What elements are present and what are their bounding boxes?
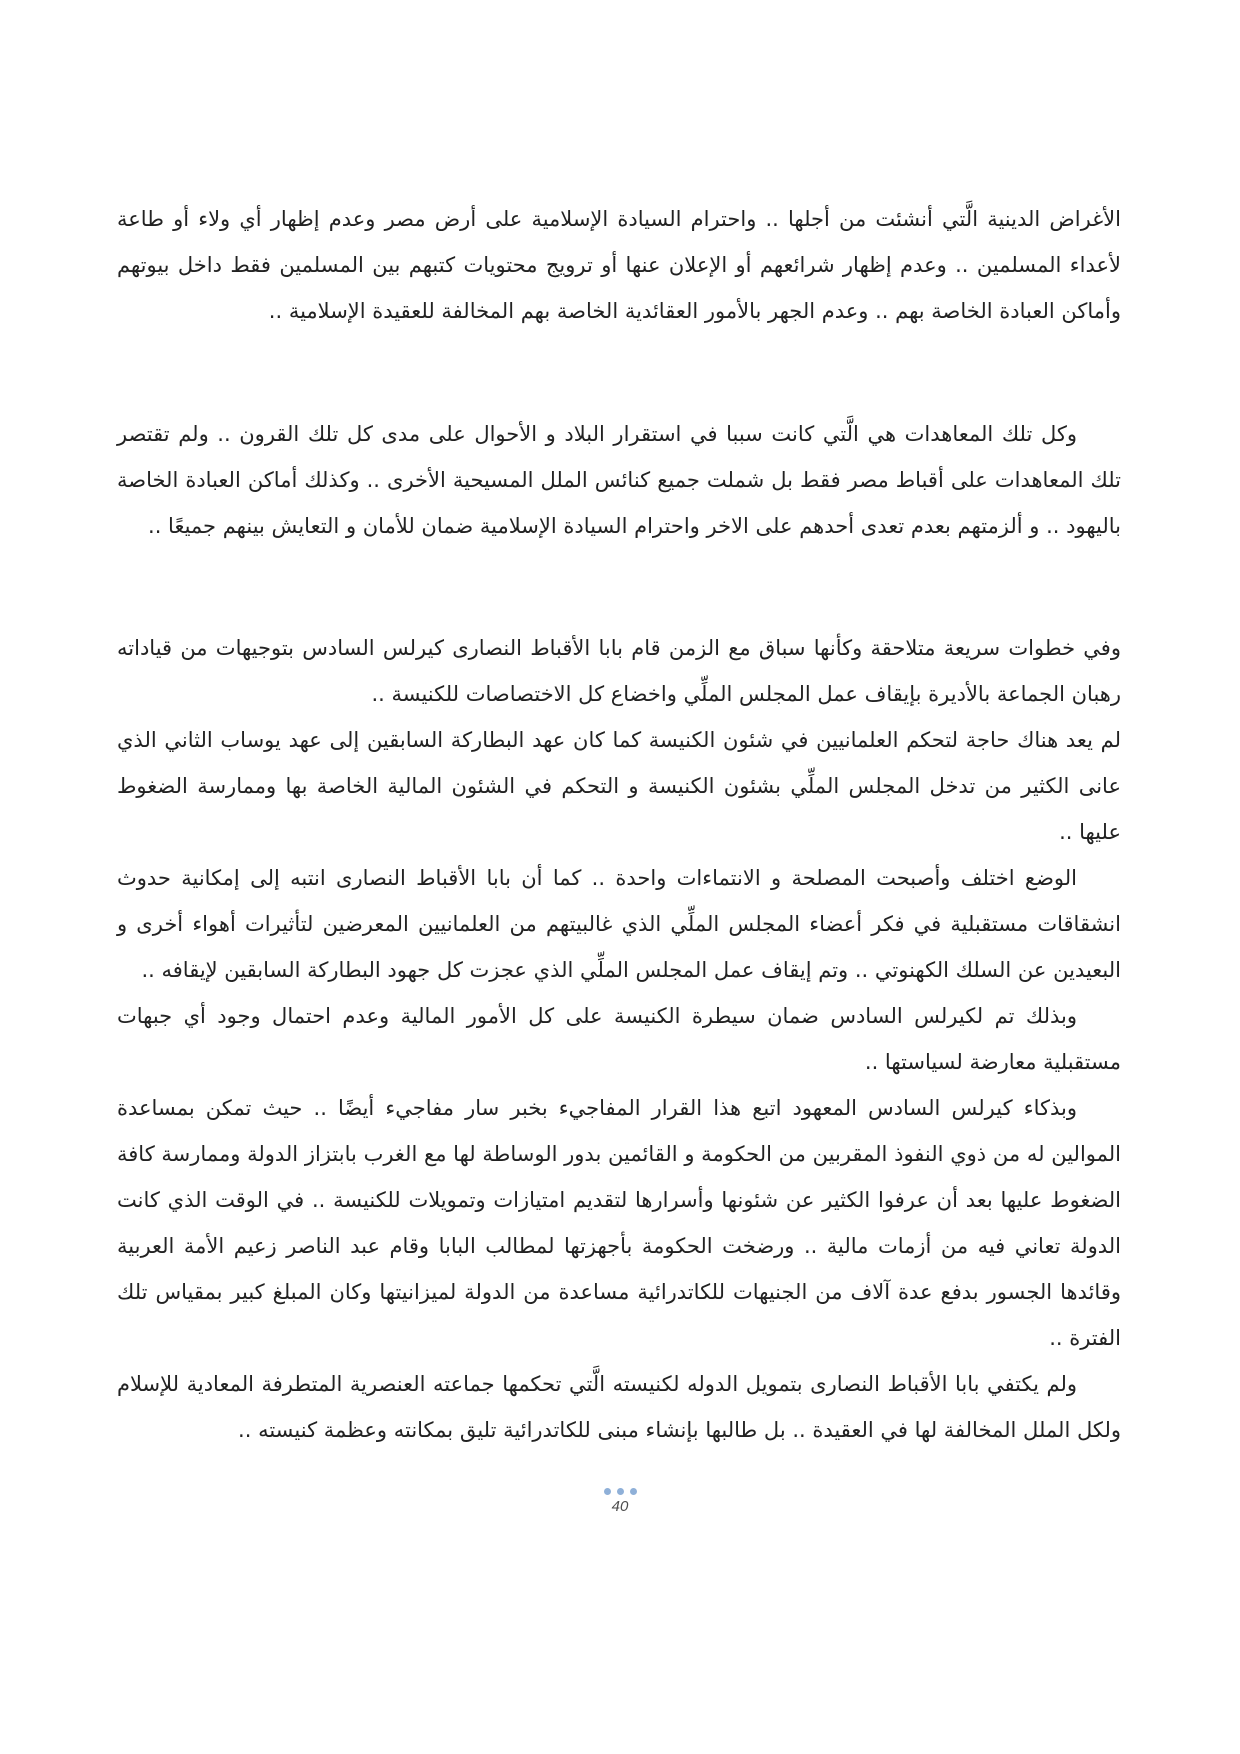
footer-dots-ornament: [0, 1488, 1240, 1496]
text-block-2: [117, 411, 1121, 549]
text-block-1: [117, 196, 1121, 334]
paragraph-1: الأغراض الدينية الَّتي أنشئت من أجلها .. واحترام السيادة الإسلامية على أرض مصر وعدم إظهار أي ولاء أو طاعة لأعداء المسلمين .. وعدم إظهار شرائعهم أو الإعلان عنها أو ترويج محتويات كتبهم بين المسلمين فقط داخل بيوتهم وأماكن العبادة الخاصة بهم .. وعدم الجهر بالأمور العقائدية الخاصة بهم المخالفة للعقيدة الإسلامية ..: [117, 207, 1121, 323]
paragraph-4: لم يعد هناك حاجة لتحكم العلمانيين في شئون الكنيسة كما كان عهد البطاركة السابقين إلى عهد يوساب الثاني الذي عانى الكثير من تدخل المجلس الملِّي بشئون الكنيسة و التحكم في الشئون المالية الخاصة بها وممارسة الضغوط عليها ..: [117, 728, 1121, 844]
paragraph-6: وبذلك تم لكيرلس السادس ضمان سيطرة الكنيسة على كل الأمور المالية وعدم احتمال وجود أي جبهات مستقبلية معارضة لسياستها ..: [117, 1004, 1121, 1074]
text-block-3: [117, 625, 1121, 1453]
paragraph-8: ولم يكتفي بابا الأقباط النصارى بتمويل الدوله لكنيسته الَّتي تحكمها جماعته العنصرية المتطرفة المعادية للإسلام ولكل الملل المخالفة لها في العقيدة .. بل طالبها بإنشاء مبنى للكاتدرائية تليق بمكانته وعظمة كنيسته ..: [117, 1372, 1121, 1442]
paragraph-3: وفي خطوات سريعة متلاحقة وكأنها سباق مع الزمن قام بابا الأقباط النصارى كيرلس السادس بتوجيهات من قياداته رهبان الجماعة بالأديرة بإيقاف عمل المجلس الملِّي واخضاع كل الاختصاصات للكنيسة ..: [117, 636, 1121, 706]
page-number: 40: [611, 1498, 629, 1515]
paragraph-2: وكل تلك المعاهدات هي الَّتي كانت سببا في استقرار البلاد و الأحوال على مدى كل تلك القرون .. ولم تقتصر تلك المعاهدات على أقباط مصر فقط بل شملت جميع كنائس الملل المسيحية الأخرى .. وكذلك أماكن العبادة الخاصة باليهود .. و ألزمتهم بعدم تعدى أحدهم على الاخر واحترام السيادة الإسلامية ضمان للأمان و التعايش بينهم جميعًا ..: [117, 422, 1121, 538]
page-footer: [0, 1488, 1240, 1515]
dot-icon: [617, 1488, 624, 1495]
dot-icon: [630, 1488, 637, 1495]
dot-icon: [604, 1488, 611, 1495]
paragraph-5: الوضع اختلف وأصبحت المصلحة و الانتماءات واحدة .. كما أن بابا الأقباط النصارى انتبه إلى إمكانية حدوث انشقاقات مستقبلية في فكر أعضاء المجلس الملِّي الذي غالبيتهم من العلمانيين المعرضين لتأثيرات أهواء أخرى و البعيدين عن السلك الكهنوتي .. وتم إيقاف عمل المجلس الملِّي الذي عجزت كل جهود البطاركة السابقين لإيقافه ..: [117, 866, 1121, 982]
paragraph-7: وبذكاء كيرلس السادس المعهود اتبع هذا القرار المفاجيء بخبر سار مفاجيء أيضًا .. حيث تمكن بمساعدة الموالين له من ذوي النفوذ المقربين من الحكومة و القائمين بدور الوساطة لها مع الغرب بابتزاز الدولة وممارسة كافة الضغوط عليها بعد أن عرفوا الكثير عن شئونها وأسرارها لتقديم امتيازات وتمويلات للكنيسة .. في الوقت الذي كانت الدولة تعاني فيه من أزمات مالية .. ورضخت الحكومة بأجهزتها لمطالب البابا وقام عبد الناصر زعيم الأمة العربية وقائدها الجسور بدفع عدة آلاف من الجنيهات للكاتدرائية مساعدة من الدولة لميزانيتها وكان المبلغ كبير بمقياس تلك الفترة ..: [117, 1096, 1121, 1350]
